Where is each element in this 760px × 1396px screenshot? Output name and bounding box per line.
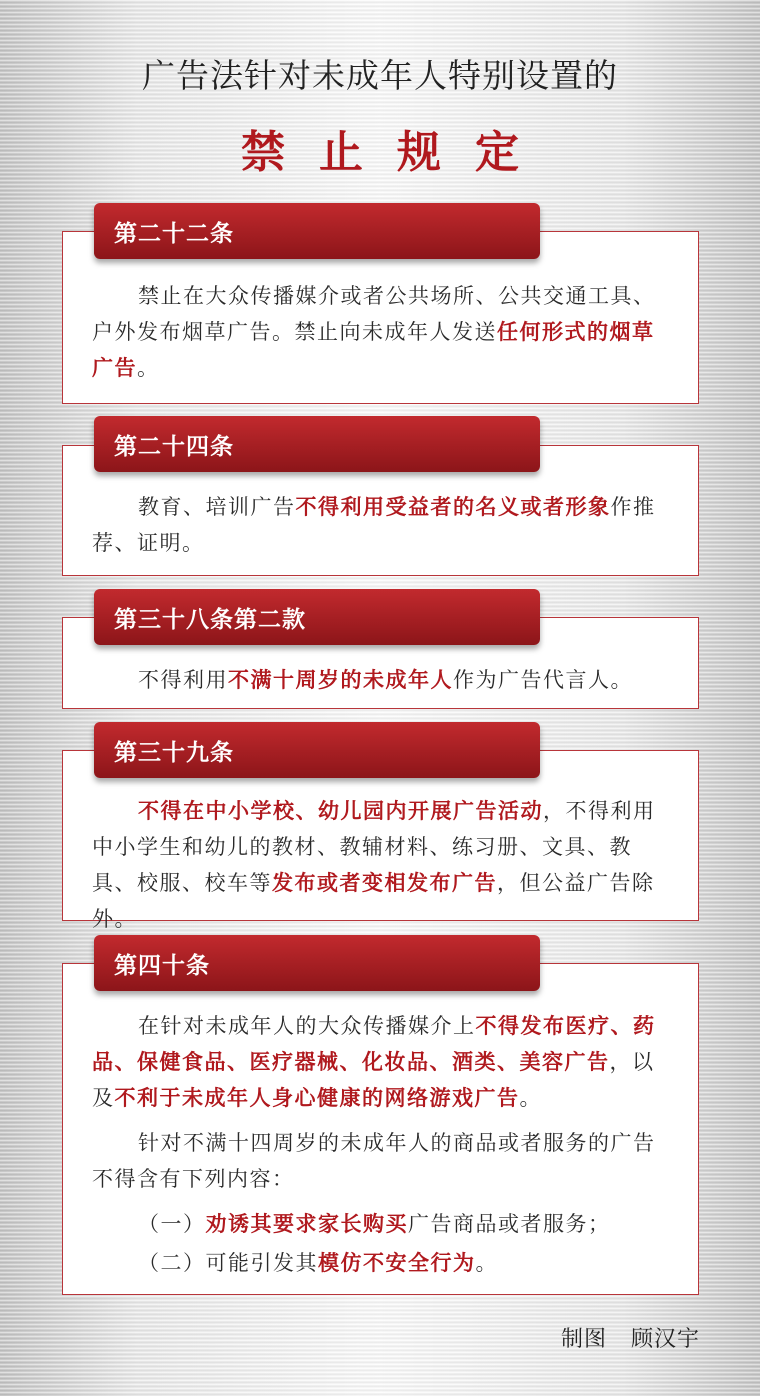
page-title-line2: 禁止规定 — [241, 127, 553, 178]
highlight-text: 不得利用受益者的名义或者形象 — [295, 495, 611, 519]
text-run: 作推荐、证明。 — [92, 495, 656, 555]
section-title: 第二十二条 — [114, 220, 234, 247]
highlight-text: 不满十周岁的未成年人 — [228, 668, 453, 692]
section-tab-38 — [94, 589, 540, 645]
text-run: 。 — [475, 1251, 498, 1275]
text-run: 禁止在大众传播媒介或者公共场所、公共交通工具、户外发布烟草广告。禁止向未成年人发送 — [92, 284, 656, 344]
text-run: 在针对未成年人的大众传播媒介上 — [138, 1014, 476, 1038]
text-run: ，但公益广告除外。 — [92, 871, 655, 931]
section-title: 第三十九条 — [114, 739, 234, 766]
page-title-line1: 广告法针对未成年人特别设置的 — [142, 56, 618, 95]
text-run: 教育、培训广告 — [138, 495, 296, 519]
section-text-22 — [92, 278, 676, 386]
list-item-2 — [92, 1245, 676, 1281]
section-text-40 — [92, 1008, 676, 1116]
section-tab-22 — [94, 203, 540, 259]
section-text-38 — [92, 662, 676, 698]
highlight-text: 不得发布医疗、药品、保健食品、医疗器械、化妆品、酒类、美容广告 — [92, 1014, 656, 1074]
text-run: ，以及 — [92, 1050, 655, 1110]
section-title: 第三十八条第二款 — [114, 606, 306, 633]
highlight-text: 发布或者变相发布广告 — [272, 871, 497, 895]
text-run: ，不得利用中小学生和幼儿的教材、教辅材料、练习册、文具、教具、校服、校车等 — [92, 799, 656, 895]
highlight-text: 模仿不安全行为 — [318, 1251, 476, 1275]
text-run: 。 — [137, 356, 160, 380]
section-tab-39 — [94, 722, 540, 778]
text-run: 不得利用 — [138, 668, 228, 692]
highlight-text: 不得在中小学校、幼儿园内开展广告活动 — [138, 799, 543, 823]
credit-line — [561, 1322, 700, 1353]
text-run: 广告商品或者服务； — [408, 1212, 611, 1236]
section-tab-24 — [94, 416, 540, 472]
credit-author: 顾汉宇 — [630, 1327, 700, 1352]
text-run: 作为广告代言人。 — [453, 668, 633, 692]
highlight-text: 劝诱其要求家长购买 — [205, 1212, 408, 1236]
section-text-24 — [92, 489, 676, 561]
section-title: 第四十条 — [114, 952, 210, 979]
section-text-39 — [92, 793, 676, 937]
section-text-40-para2: 针对不满十四周岁的未成年人的商品或者服务的广告不得含有下列内容： — [92, 1131, 656, 1191]
text-run: （一） — [138, 1212, 206, 1236]
section-title: 第二十四条 — [114, 433, 234, 460]
list-item-1 — [92, 1206, 676, 1242]
credit-label: 制图 — [560, 1327, 607, 1352]
highlight-text: 任何形式的烟草广告 — [92, 320, 655, 380]
text-run: （二）可能引发其 — [138, 1251, 318, 1275]
text-run: 。 — [519, 1086, 542, 1110]
section-tab-40 — [94, 935, 540, 991]
highlight-text: 不利于未成年人身心健康的网络游戏广告 — [114, 1086, 520, 1110]
